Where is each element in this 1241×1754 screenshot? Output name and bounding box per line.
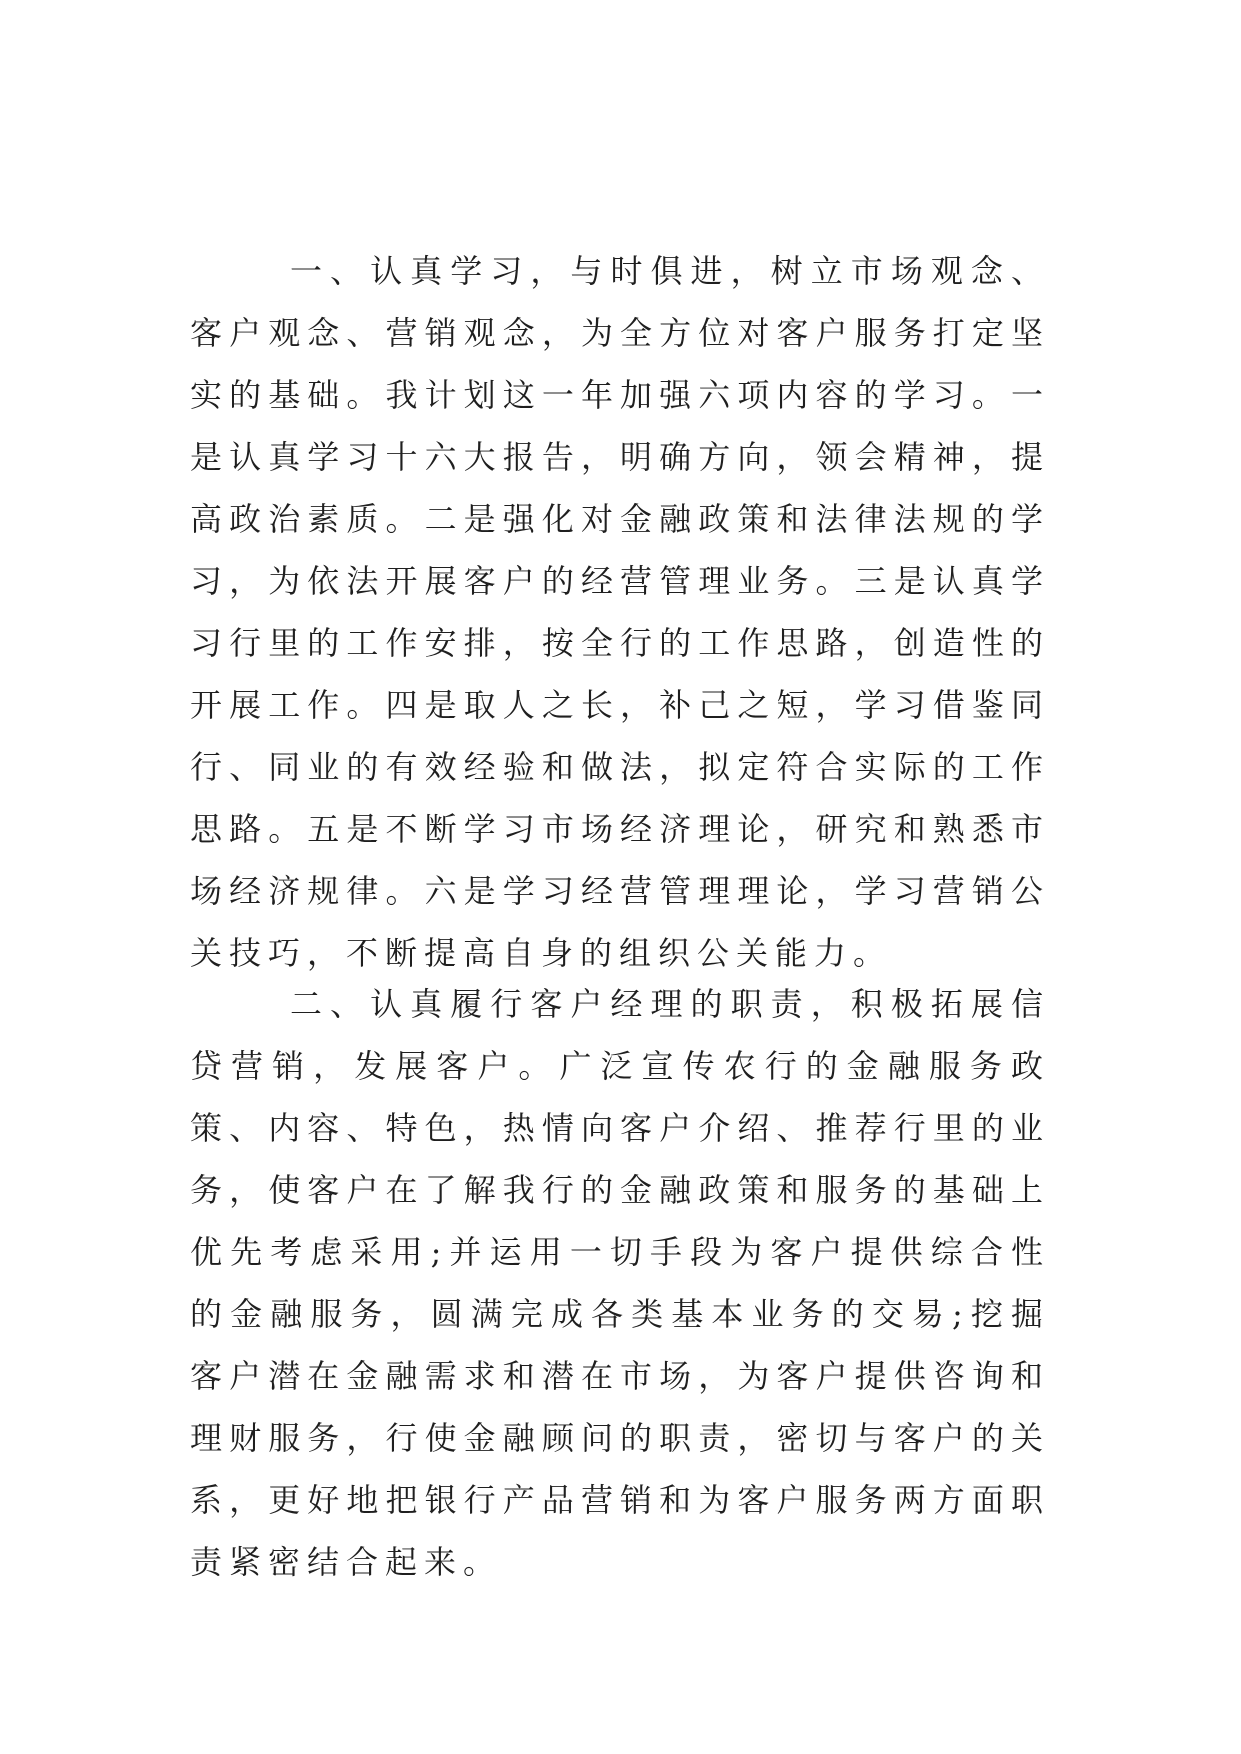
paragraph-duties: 二、认真履行客户经理的职责，积极拓展信贷营销，发展客户。广泛宣传农行的金融服务政策、内容、特色，热情向客户介绍、推荐行里的业务，使客户在了解我行的金融政策和服务的基础上优先考虑采用;并运用一切手段为客户提供综合性的金融服务，圆满完成各类基本业务的交易;挖掘客户潜在金融需求和潜在市场，为客户提供咨询和理财服务，行使金融顾问的职责，密切与客户的关系，更好地把银行产品营销和为客户服务两方面职责紧密结合起来。 — [190, 985, 1050, 1581]
paragraph-learning: 一、认真学习，与时俱进，树立市场观念、客户观念、营销观念，为全方位对客户服务打定坚实的基础。我计划这一年加强六项内容的学习。一是认真学习十六大报告，明确方向，领会精神，提高政治素质。二是强化对金融政策和法律法规的学习，为依法开展客户的经营管理业务。三是认真学习行里的工作安排，按全行的工作思路，创造性的开展工作。四是取人之长，补己之短，学习借鉴同行、同业的有效经验和做法，拟定符合实际的工作思路。五是不断学习市场经济理论，研究和熟悉市场经济规律。六是学习经营管理理论，学习营销公关技巧，不断提高自身的组织公关能力。 — [190, 252, 1050, 972]
